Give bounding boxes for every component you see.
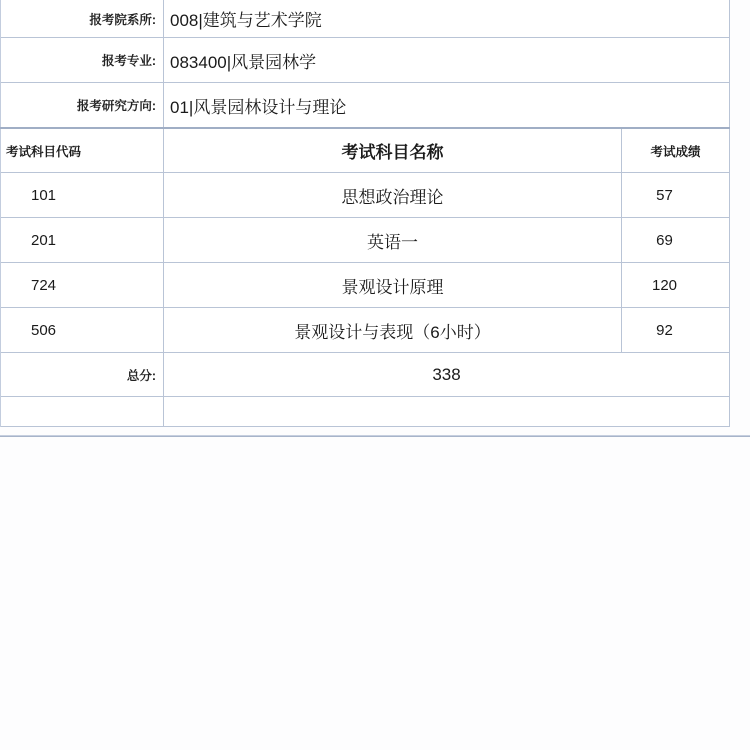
subject-name: 英语一 — [164, 218, 622, 262]
header-subject-name: 考试科目名称 — [164, 129, 622, 172]
research-direction-value: 01|风景园林设计与理论 — [170, 97, 347, 117]
department-label: 报考院系所: — [1, 0, 164, 37]
subject-score-cell — [622, 173, 729, 217]
exam-score-table — [0, 129, 730, 427]
subject-code-cell — [1, 308, 164, 352]
subject-name: 思想政治理论 — [164, 173, 622, 217]
subject-code: 506 — [30, 321, 57, 339]
bottom-gap — [0, 427, 750, 435]
header-subject-score-label: 考试成绩 — [650, 144, 701, 159]
subject-score-cell — [622, 308, 729, 352]
subject-score: 69 — [656, 231, 673, 249]
total-score-row — [1, 353, 729, 397]
subject-score: 120 — [651, 276, 678, 294]
empty-row — [1, 397, 729, 427]
subject-code: 101 — [30, 186, 57, 204]
score-row-design-expression — [1, 308, 729, 353]
empty-label-cell — [1, 397, 164, 426]
subject-score: 57 — [656, 186, 673, 204]
total-score-value: 338 — [432, 364, 461, 384]
subject-score-cell — [622, 218, 729, 262]
research-direction-label: 报考研究方向: — [1, 83, 164, 127]
info-row-department — [1, 0, 729, 38]
applicant-info-table — [0, 0, 730, 127]
subject-name: 景观设计原理 — [164, 263, 622, 307]
subject-score-cell — [622, 263, 729, 307]
table-header-row — [1, 129, 729, 173]
info-row-major — [1, 38, 729, 83]
total-score-label: 总分: — [1, 353, 164, 396]
subject-score: 92 — [656, 321, 673, 339]
score-row-politics — [1, 173, 729, 218]
subject-code: 201 — [30, 231, 57, 249]
subject-code-cell — [1, 218, 164, 262]
subject-code-cell — [1, 173, 164, 217]
empty-value-cell — [164, 397, 729, 426]
department-value: 008|建筑与艺术学院 — [170, 11, 322, 30]
score-row-english — [1, 218, 729, 263]
header-subject-score — [622, 129, 729, 172]
info-row-research-direction — [1, 83, 729, 127]
subject-code: 724 — [30, 276, 57, 294]
bottom-rule-divider — [0, 435, 750, 437]
score-row-design-principles — [1, 263, 729, 308]
major-label: 报考专业: — [1, 38, 164, 82]
subject-code-cell — [1, 263, 164, 307]
header-subject-code — [1, 129, 164, 172]
major-value: 083400|风景园林学 — [170, 52, 317, 72]
subject-name: 景观设计与表现（6小时） — [164, 308, 622, 352]
header-subject-code-label: 考试科目代码 — [5, 144, 81, 159]
